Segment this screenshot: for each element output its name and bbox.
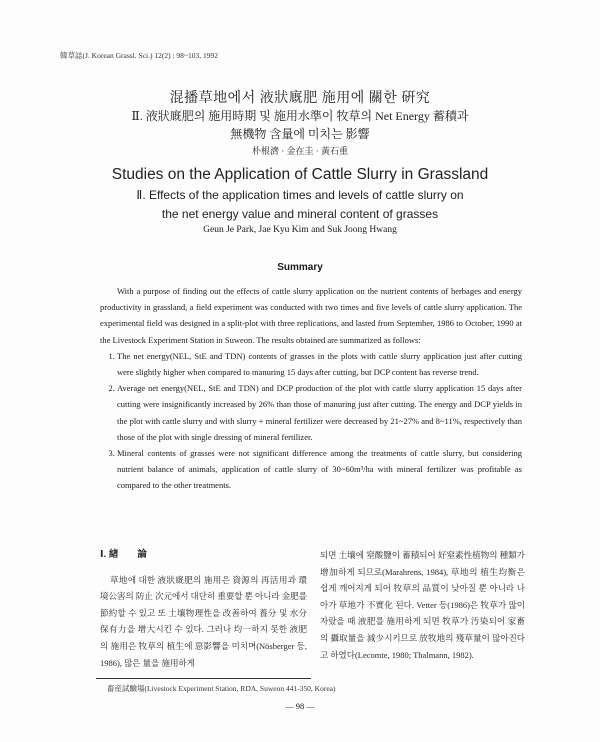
english-title-line-3: the net energy value and mineral content of grasses	[161, 207, 439, 221]
english-authors: Geun Je Park, Jae Kyu Kim and Suk Joong Hwang	[203, 225, 397, 235]
introduction-heading: Ⅰ. 緖 論	[100, 549, 147, 560]
footnote-divider	[96, 678, 311, 679]
summary-intro: With a purpose of finding out the effects of cattle slurry application on the nutrient contents of herbages and energy productivity in grassland, a field experiment was conducted with two times and five levels of cattle slurry application. The experimental field was designed in a split-plot with three replications, and lasted from September, 1986 to October, 1990 at the Livestock Experiment Station in Suweon. The results obtained are summarized as follows:	[100, 286, 522, 345]
summary-results-list	[100, 348, 522, 494]
korean-title-line-3: 無機物 含量에 미치는 影響	[230, 127, 370, 141]
introduction-paragraph-continued: 되면 土壤에 窒酸鹽이 蓄積되어 好窒素性植物의 種類가 增加하게 되므로(Marahrens, 1984), 草地의 植生均衡은 쉽게 깨어지게 되어 牧草의 品質이 낮아질 뿐 아니라 나아가 草地가 不實化 된다. Vetter 등(1986)은 牧草가 많이 자랐을 때 液肥를 施用하게 되면 牧草가 汚染되어 家畜의 攝取量을 減少시키므로 放牧地의 殘草量이 많아진다고 하였다(Lecomte, 1980; Thalmann, 1982).	[320, 550, 525, 660]
summary-body	[100, 283, 522, 494]
summary-result-item: 2. Average net energy(NEL, StE and TDN) and DCP production of the plot with cattle slurry application 15 days after cutting were insignificantly increased by 26% than those of manuring just after cutting. The energy and DCP yields in the plot with cattle slurry and with slurry + mineral fertilizer were decreased by 21~27% and 8~11%, respectively than those of the plot with single dressing of mineral fertilizer.	[117, 380, 522, 445]
page-number: — 98 —	[285, 701, 315, 711]
english-title-line-1: Studies on the Application of Cattle Slurry in Grassland	[111, 166, 489, 183]
korean-title-line-1: 混播草地에서 液狀廐肥 施用에 關한 硏究	[169, 91, 431, 106]
summary-result-item: 1. The net energy(NEL, StE and TDN) contents of grasses in the plots with cattle slurry application just after cutting were slightly higher when compared to manuring 15 days after cutting, but DCP content has reverse trend.	[117, 348, 522, 380]
affiliation-footnote: 畜産試驗場(Livestock Experiment Station, RDA, Suweon 441-350, Korea)	[107, 684, 336, 693]
introduction-left-column	[100, 547, 307, 671]
introduction-paragraph: 草地에 대한 液狀廐肥의 施用은 資源의 再活用과 環境公害의 防止 次元에서 대단히 重要할 뿐 아니라 金肥를 節約할 수 있고 또 土壤物理性을 改善하여 養分 및 水分保有力을 增大시킨 수 있다. 그러나 均一하지 못한 液肥의 施用은 牧草의 植生에 惡影響을 미치며(Nösberger 등, 1986), 많은 量을 施用하게	[100, 574, 307, 668]
korean-authors: 朴根濟 · 金在圭 · 黃石重	[252, 146, 348, 156]
journal-citation: 韓草誌(J. Korean Grassl. Sci.) 12(2) : 98~103, 1992	[60, 51, 218, 60]
korean-title-line-2: Ⅱ. 液狀廐肥의 施用時期 및 施用水準이 牧草의 Net Energy 蓄積과	[131, 109, 469, 123]
summary-result-item: 3. Mineral contents of grasses were not significant difference among the treatments of cattle slurry, but considering nutrient balance of animals, application of cattle slurry of 30~60m³/ha with mineral fertilizer was profitable as compared to the other treatments.	[117, 445, 522, 494]
english-title-line-2: Ⅱ. Effects of the application times and levels of cattle slurry on	[136, 188, 464, 202]
summary-heading: Summary	[277, 262, 323, 273]
introduction-right-column	[320, 547, 525, 663]
